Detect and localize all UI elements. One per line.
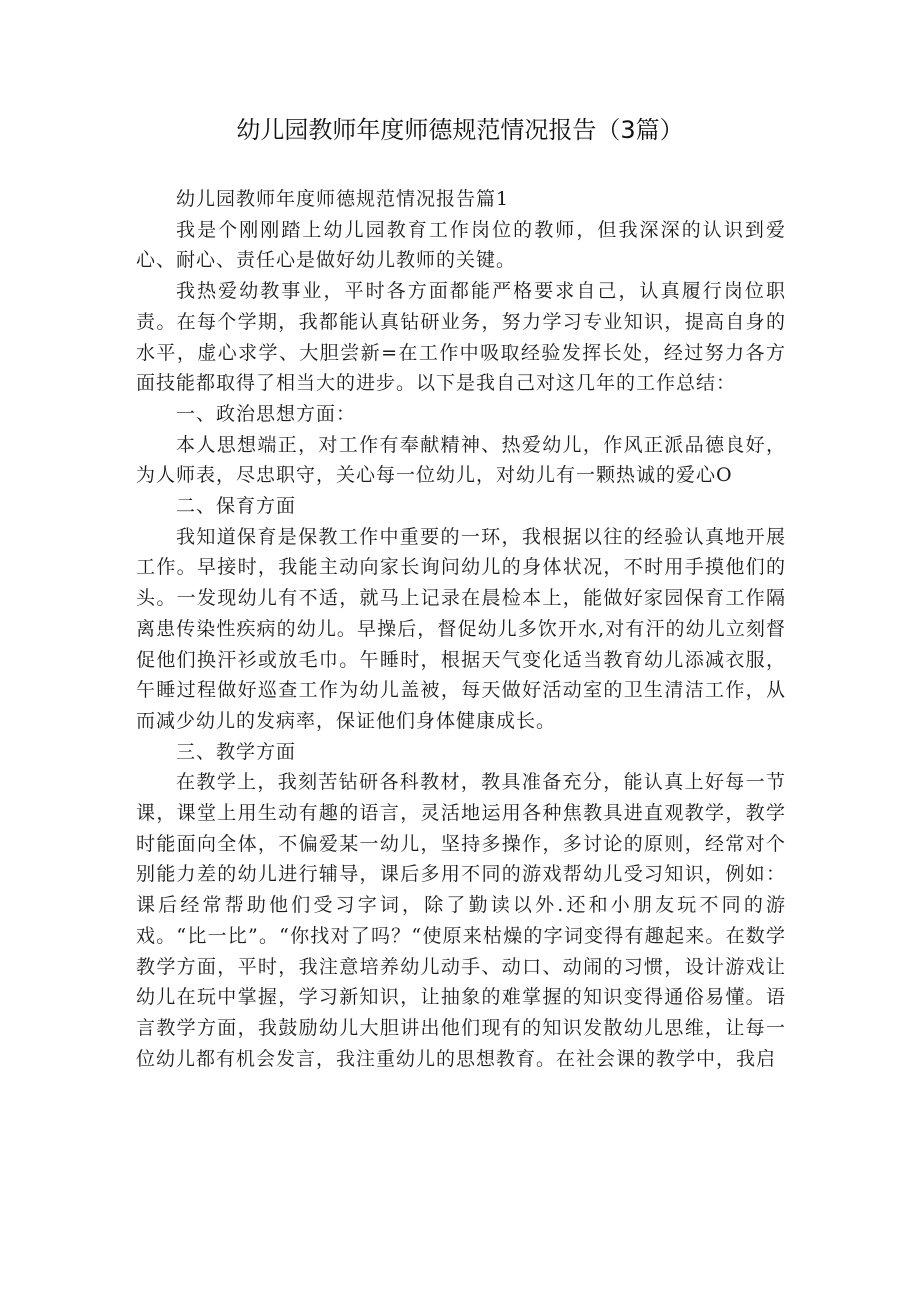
section-heading: 一、政治思想方面： [176, 402, 357, 425]
section-heading: 幼儿园教师年度师德规范情况报告篇1 [176, 188, 510, 210]
body-paragraph: 我知道保育是保教工作中重要的一环，我根据以往的经验认真地开展工作。早接时，我能主动向家长询问幼儿的身体状况，不时用手摸他们的头。一发现幼儿有不适，就马上记录在晨检本上，能做好家园保育工作隔离患传染性疾病的幼儿。早操后，督促幼儿多饮开水,对有汗的幼儿立刻督促他们换汗衫或放毛巾。午睡时，根据天气变化适当教育幼儿添减衣服，午睡过程做好巡查工作为幼儿盖被，每天做好活动室的卫生清洁工作，从而减少幼儿的发病率，保证他们身体健康成长。 [136, 525, 786, 732]
body-paragraph: 本人思想端正，对工作有奉献精神、热爱幼儿，作风正派品德良好，为人师表，尽忠职守，关心每一位幼儿，对幼儿有一颗热诚的爱心O [136, 433, 786, 487]
body-paragraph: 在教学上，我刻苦钻研各科教材，教具准备充分，能认真上好每一节课，课堂上用生动有趣的语言，灵活地运用各种焦教具进直观教学，教学时能面向全体，不偏爱某一幼儿，坚持多操作，多讨论的原则，经常对个别能力差的幼儿进行辅导，课后多用不同的游戏帮幼儿受习知识，例如：课后经常帮助他们受习字词，除了勤读以外.还和小朋友玩不同的游戏。“比一比”。“你找对了吗？“使原来枯燥的字词变得有趣起来。在数学教学方面，平时，我注意培养幼儿动手、动口、动闹的习惯，设计游戏让幼儿在玩中掌握，学习新知识，让抽象的难掌握的知识变得通俗易懂。语言教学方面，我鼓励幼儿大胆讲出他们现有的知识发散幼儿思维，让每一位幼儿都有机会发言，我注重幼儿的思想教育。在社会课的教学中，我启 [136, 771, 786, 1070]
body-paragraph: 我热爱幼教事业，平时各方面都能严格要求自己，认真履行岗位职责。在每个学期，我都能认真钻研业务，努力学习专业知识，提高自身的水平，虚心求学、大胆尝新=在工作中吸取经验发挥长处，经过努力各方面技能都取得了相当大的进步。以下是我自己对这几年的工作总结： [136, 280, 786, 395]
body-paragraph: 我是个刚刚踏上幼儿园教育工作岗位的教师，但我深深的认识到爱心、耐心、责任心是做好幼儿教师的关键。 [136, 218, 786, 272]
document-title: 幼儿园教师年度师德规范情况报告（3篇） [236, 116, 684, 144]
section-heading: 三、教学方面 [176, 740, 297, 763]
section-heading: 二、保育方面 [176, 495, 297, 518]
document-body [136, 184, 786, 1074]
